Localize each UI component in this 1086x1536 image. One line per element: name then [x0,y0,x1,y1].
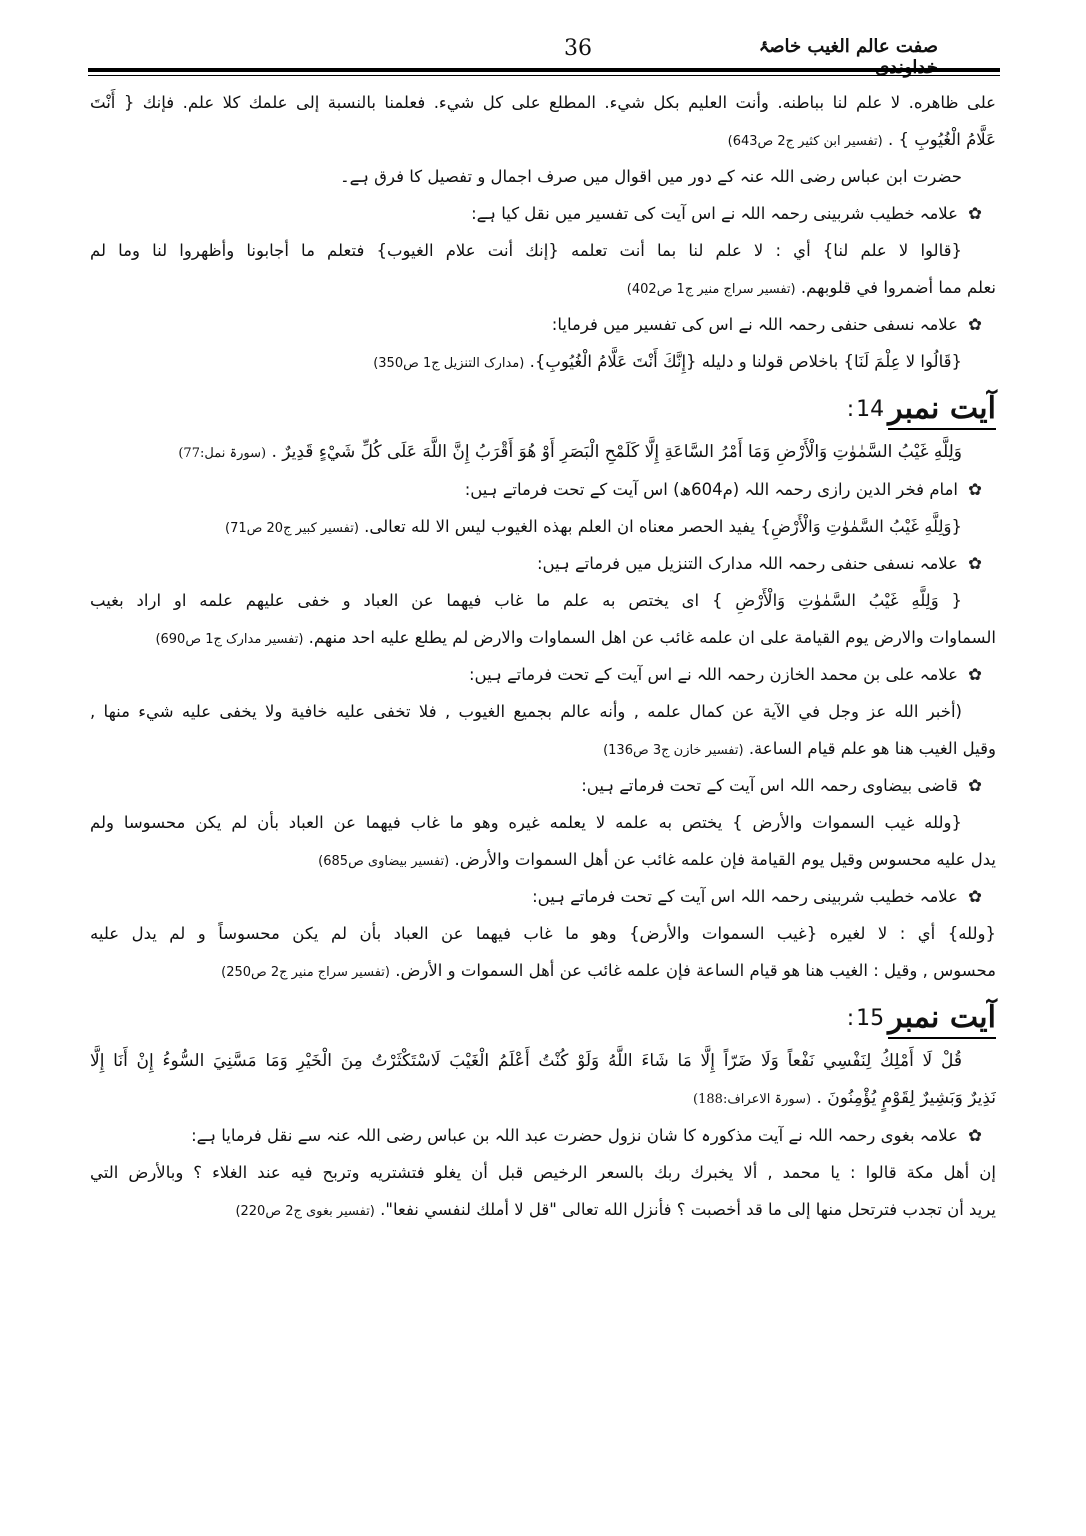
citation: (مدارک التنزیل ج1 ص350) [373,356,525,371]
text-line: السماوات والارض يوم القيامة على ان علمه غائب عن اهل السماوات والارض لم يطلع عليه احد منهم. (تفسیر مدارک ج1 ص690) [155,628,996,647]
flower-bullet-icon: ✿ [968,887,982,906]
text-line: إن أهل مكة قالوا : يا محمد , ألا يخبرك ربك بالسعر الرخيص قبل أن يغلو فتشتريه وتربح فيه عند الغلاء ؟ وبالأرض التي [90,1163,996,1182]
header-rule-thin [88,75,1000,76]
text-line: علی ظاهره. لا علم لنا بباطنه. وأنت العليم بكل شيء. المطلع على كل شيء. فعلمنا بالنسبة إلى علمك كلا علم. فإنك { أَنْتَ [90,93,996,112]
flower-bullet-icon: ✿ [968,554,982,573]
heading-colon: : [846,397,855,422]
heading-word: آیت نمبر [888,999,996,1039]
heading-number: 14 [856,397,885,422]
text-line: {قَالُوا لا عِلْمَ لَنَا} باخلاص قولنا و دليله {إِنَّكَ أَنْتَ عَلَّامُ الْغُيُوبِ}. (مدارک التنزیل ج1 ص350) [373,352,962,371]
text-line: ✿قاضی بیضاوی رحمہ اللہ اس آیت کے تحت فرماتے ہیں: [90,767,996,804]
citation: (تفسیر سراج منیر ج2 ص250) [221,965,390,980]
text-line: ✿علامہ نسفی حنفی رحمہ اللہ نے اس کی تفسیر میں فرمایا: [90,306,996,343]
text-line: {قالوا لا علم لنا} أي : لا علم لنا بما أنت تعلمه {إنك أنت علام الغيوب} فتعلم ما أجابونا وأظهروا لنا وما لم [90,241,962,260]
citation: (تفسیر سراج منیر ج1 ص402) [626,282,796,297]
heading-word: آیت نمبر [888,390,996,430]
quran-verse: قُلْ لَا أَمْلِكُ لِنَفْسِي نَفْعاً وَلَا ضَرّاً إِلَّا مَا شَاءَ اللَّهُ وَلَوْ كُنْتُ أَعْلَمُ الْغَيْبَ لَاسْتَكْثَرْتُ مِنَ الْخَيْرِ وَمَا مَسَّنِيَ السُّوءُ إِنْ أَنَا إِلَّا [90,1051,962,1071]
section-heading-15 [90,995,996,1043]
citation: (تفسیر بغوی ج2 ص220) [235,1204,375,1219]
text-line: وقيل الغيب هنا هو علم قيام الساعة. (تفسیر خازن ج3 ص136) [603,739,996,758]
citation: (تفسیر خازن ج3 ص136) [603,743,744,758]
section-heading-14 [90,386,996,434]
text-line: {ولله غيب السموات والأرض } يختص به علمه لا يعلمه غيره وهو ما غاب فيهما عن العباد بأن لم يكن محسوسا ولم [90,813,962,832]
text-line: {وَلِلَّهِ غَيْبُ السَّمٰوٰتِ وَالْأَرْضِ} يفيد الحصر معناه ان العلم بهذه الغيوب ليس الا لله تعالى. (تفسیر کبیر ج20 ص71) [225,517,962,536]
text-line: ✿امام فخر الدین رازی رحمہ اللہ (م604ھ) اس آیت کے تحت فرماتے ہیں: [90,471,996,508]
text-line: ✿علامہ علی بن محمد الخازن رحمہ اللہ نے اس آیت کے تحت فرماتے ہیں: [90,656,996,693]
text-line: ✿علامہ خطیب شربینی رحمہ اللہ نے اس آیت کی تفسیر میں نقل کیا ہے: [90,195,996,232]
text-line: عَلَّامُ الْغُيُوبِ } . (تفسیر ابن کثیر ج2 ص643) [727,130,996,149]
flower-bullet-icon: ✿ [968,204,982,223]
citation: (سورۃ الاعراف:188) [693,1092,812,1107]
flower-bullet-icon: ✿ [968,1126,982,1145]
text-line: ✿علامہ نسفی حنفی رحمہ اللہ مدارک التنزیل میں فرماتے ہیں: [90,545,996,582]
running-header-title: صفت عالم الغیب خاصۂ [758,36,938,57]
text-line: حضرت ابن عباس رضی اللہ عنہ کے دور میں اقوال میں صرف اجمال و تفصیل کا فرق ہے۔ [339,167,962,186]
text-line: ✿علامہ بغوی رحمہ اللہ نے آیت مذکورہ کا شان نزول حضرت عبد اللہ بن عباس رضی اللہ عنہ سے نقل فرمایا ہے: [90,1117,996,1154]
flower-bullet-icon: ✿ [968,665,982,684]
text-line: يدل عليه محسوس وقيل يوم القيامة فإن علمه غائب عن أهل السموات والأرض. (تفسیر بیضاوی ص685) [318,850,996,869]
header-rule-thick [88,68,1000,72]
citation: (تفسیر بیضاوی ص685) [318,854,450,869]
text-line: نعلم مما أضمروا في قلوبهم. (تفسیر سراج منیر ج1 ص402) [626,278,996,297]
citation: (سورۃ نمل:77) [178,446,267,461]
flower-bullet-icon: ✿ [968,776,982,795]
text-line: ✿علامہ خطیب شربینی رحمہ اللہ اس آیت کے تحت فرماتے ہیں: [90,878,996,915]
quran-verse: نَذِيرٌ وَبَشِيرٌ لِقَوْمٍ يُؤْمِنُونَ . (سورۃ الاعراف:188) [693,1088,996,1108]
heading-number: 15 [856,1006,885,1031]
text-line: (أخبر الله عز وجل في الآية عن كمال علمه , وأنه عالم بجميع الغيوب , فلا تخفى عليه خافية ولا يخفى عليه شيء منها , [90,702,962,721]
text-line: { وَلِلَّهِ غَيْبُ السَّمٰوٰتِ وَالْأَرْضِ } اى يختص به علم ما غاب فيهما عن العباد و خفى عليهم علمه او اراد بغيب [90,591,962,610]
page-body [90,84,996,1228]
heading-colon: : [846,1006,855,1031]
citation: (تفسیر کبیر ج20 ص71) [225,521,359,536]
page-number: 36 [564,36,592,61]
text-line: {ولله} أي : لا لغيره {غيب السموات والأرض} وهو ما غاب فيهما عن العباد بأن لم يكن محسوساً و لم يدل عليه [90,924,996,943]
citation: (تفسیر مدارک ج1 ص690) [155,632,304,647]
citation: (تفسیر ابن کثیر ج2 ص643) [727,134,883,149]
quran-verse: وَلِلَّهِ غَيْبُ السَّمٰوٰتِ وَالْأَرْضِ وَمَا أَمْرُ السَّاعَةِ إِلَّا كَلَمْحِ الْبَصَرِ أَوْ هُوَ أَقْرَبُ إِنَّ اللَّهَ عَلَى كُلِّ شَيْءٍ قَدِيرٌ . (سورۃ نمل:77) [178,442,962,462]
text-line: محسوس , وقيل : الغيب هنا هو قيام الساعة فإن علمه غائب عن أهل السموات و الأرض. (تفسیر سراج منیر ج2 ص250) [221,961,996,980]
flower-bullet-icon: ✿ [968,315,982,334]
text-line: يريد أن تجدب فترتحل منها إلى ما قد أخصبت ؟ فأنزل الله تعالى "قل لا أملك لنفسي نفعا". (تفسیر بغوی ج2 ص220) [235,1200,996,1219]
flower-bullet-icon: ✿ [968,480,982,499]
